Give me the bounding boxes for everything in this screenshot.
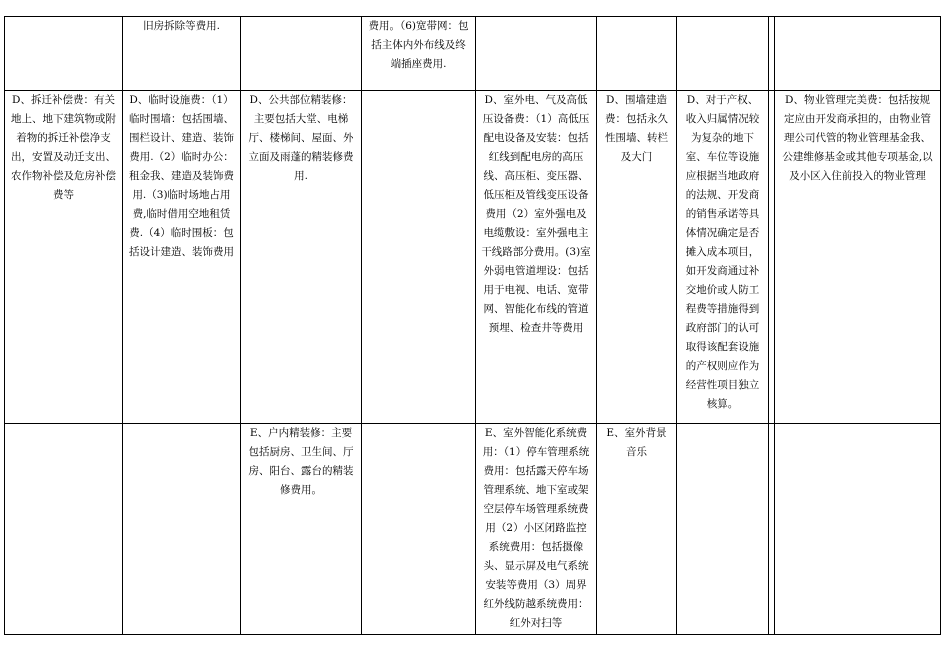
table-row [5, 91, 941, 424]
table-cell: 费用。（6)宽带网：包括主体内外布线及终端插座费用. [362, 17, 476, 91]
table-cell: 旧房拆除等费用. [123, 17, 241, 91]
table-cell [5, 17, 123, 91]
table-cell: D、围墙建造费：包括永久性围墙、转栏及大门 [597, 91, 677, 424]
table-cell: D、拆迁补偿费：有关地上、地下建筑物或附着物的拆迁补偿净支出，安置及动迁支出、农作物补偿及危房补偿费等 [5, 91, 123, 424]
table-cell [123, 424, 241, 635]
table-cell: E、室外智能化系统费用：（1）停车管理系统费用：包括露天停车场管理系统、地下室或架空层停车场管理系统费用（2）小区闭路监控系统费用：包括摄像头、显示屏及电气系统安装等费用（3）周界红外线防越系统费用：红外对扫等 [476, 424, 597, 635]
table-cell [775, 17, 941, 91]
table-cell [597, 17, 677, 91]
table-cell: D、物业管理完美费：包括按规定应由开发商承担的，由物业管理公司代管的物业管理基金我、公建维修基金或其他专项基金,以及小区入住前投入的物业管理 [775, 91, 941, 424]
table-cell [775, 424, 941, 635]
table-cell [677, 424, 769, 635]
table-cell: D、室外电、气及高低压设备费：（1）高低压配电设备及安装：包括红线到配电房的高压线、高压柜、变压器、低压柜及管线变压设备费用（2）室外强电及电缆敷设：室外强电主干线路部分费用。(3)室外弱电管道埋设：包括用于电视、电话、宽带网、智能化布线的管道预埋、检查井等费用 [476, 91, 597, 424]
table-cell [5, 424, 123, 635]
table-cell [677, 17, 769, 91]
table-row [5, 424, 941, 635]
table-cell [241, 17, 362, 91]
table-cell [362, 424, 476, 635]
table-row [5, 17, 941, 91]
table-cell [362, 91, 476, 424]
cost-breakdown-table [4, 16, 941, 635]
table-cell: E、户内精装修：主要包括厨房、卫生间、厅房、阳台、露台的精装修费用。 [241, 424, 362, 635]
table-cell: E、室外背景音乐 [597, 424, 677, 635]
table-cell: D、公共部位精装修：主要包括大堂、电梯厅、楼梯间、屋面、外立面及雨蓬的精装修费用. [241, 91, 362, 424]
table-cell [476, 17, 597, 91]
table-cell: D、临时设施费：（1）临时围墙：包括围墙、围栏设计、建造、装饰费用.（2）临时办公：租金我、建造及装饰费用.（3)临时场地占用费,临时借用空地租赁费.（4）临时围板：包括设计建造、装饰费用 [123, 91, 241, 424]
table-cell: D、对于产权、收入归属情况较为复杂的地下室、车位等设施应根据当地政府的法规、开发商的销售承诺等具体情况确定是否摊入成本项目，如开发商通过补交地价或人防工程费等措施得到政府部门的认可取得该配套设施的产权则应作为经营性项目独立核算。 [677, 91, 769, 424]
